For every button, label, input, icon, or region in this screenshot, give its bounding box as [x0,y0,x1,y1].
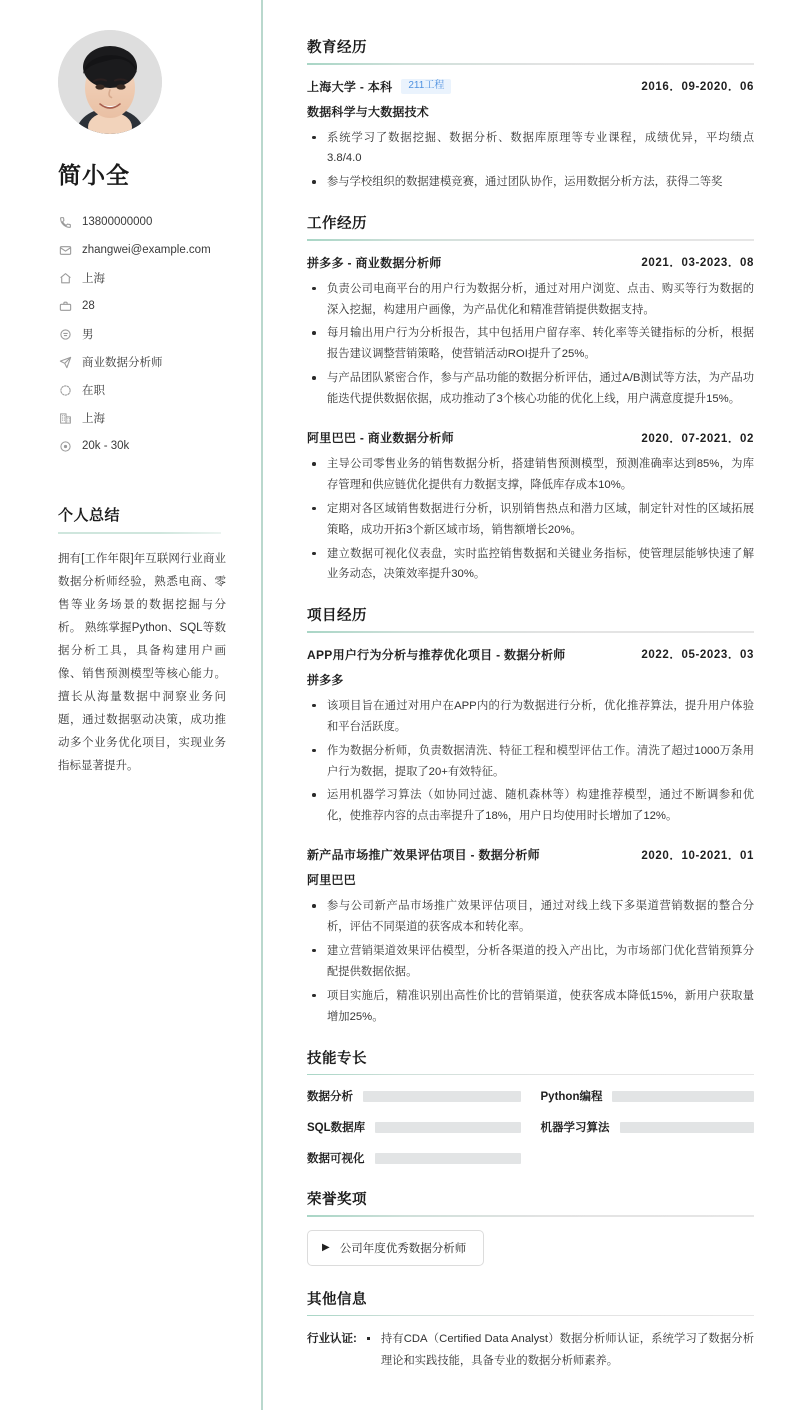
summary-section [58,504,229,778]
person-name: 简小全 [58,162,130,188]
project-bullets [307,696,754,827]
avatar [58,30,162,134]
contact-status-value: 在职 [82,385,105,397]
skill-progress-track [375,1153,521,1164]
education-divider [307,63,754,65]
education-date: 2016．09-2020．06 [641,81,754,93]
work-entry [307,254,754,410]
work-entry-header [307,429,754,446]
skill-label: 数据可视化 [307,1153,365,1166]
contact-position-value: 商业数据分析师 [82,357,163,369]
section-work [307,212,754,585]
play-icon: ▶ [322,1241,330,1253]
work-entry [307,429,754,585]
skills-heading: 技能专长 [307,1050,367,1067]
education-entry-left [307,78,451,95]
envelope-icon [58,243,73,258]
contact-phone-value: 13800000000 [82,216,153,228]
gender-icon [58,327,73,342]
refresh-icon [58,383,73,398]
honor-label: 公司年度优秀数据分析师 [339,1242,467,1255]
skill-row [307,1150,521,1166]
summary-heading: 个人总结 [58,507,121,524]
work-entry-header [307,254,754,271]
list-item: 负责公司电商平台的用户行为数据分析，通过对用户浏览、点击、购买等行为数据的深入挖掘，构建用户画像，为产品优化和精准营销提供数据支持。 [307,279,754,321]
skill-label: Python编程 [540,1091,603,1104]
project-title: 新产品市场推广效果评估项目 - 数据分析师 [307,848,540,863]
section-honors [307,1188,754,1266]
skill-progress-track [363,1091,521,1102]
list-item: 定期对各区域销售数据进行分析，识别销售热点和潜力区域，制定针对性的区域拓展策略，成功开拓3个新区域市场，销售额增长20%。 [307,499,754,541]
contact-position [58,348,229,376]
other-heading: 其他信息 [307,1291,367,1308]
home-icon [58,271,73,286]
other-divider [307,1315,754,1317]
skill-grid-spacer [541,1150,755,1166]
list-item: 建立营销渠道效果评估模型，分析各渠道的投入产出比，为市场部门优化营销预算分配提供数据依据。 [307,941,754,983]
education-entry [307,78,754,194]
list-item: 该项目旨在通过对用户在APP内的行为数据进行分析，优化推荐算法，提升用户体验和平台活跃度。 [307,696,754,738]
honors-divider [307,1215,754,1217]
skill-row [541,1119,755,1135]
contact-city-value: 上海 [82,413,105,425]
education-entry-header [307,78,754,95]
projects-heading: 项目经历 [307,608,367,625]
project-entry [307,646,754,827]
work-title: 阿里巴巴 - 商业数据分析师 [307,431,454,446]
education-heading: 教育经历 [307,40,367,56]
work-date: 2020．07-2021．02 [641,432,754,445]
project-entry-header [307,646,754,663]
work-divider [307,239,754,241]
skill-label: 数据分析 [307,1091,353,1104]
paper-plane-icon [58,355,73,370]
list-item: 运用机器学习算法（如协同过滤、随机森林等）构建推荐模型，通过不断调参和优化，使推荐内容的点击率提升了18%，用户日均使用时长增加了12%。 [307,785,754,827]
education-school: 上海大学 - 本科 [307,79,393,94]
contact-list [58,208,229,460]
list-item: 主导公司零售业务的销售数据分析，搭建销售预测模型，预测准确率达到85%，为库存管理和供应链优化提供有力数据支撑，降低库存成本10%。 [307,454,754,496]
list-item: 参与学校组织的数据建模竞赛，通过团队协作，运用数据分析方法，获得二等奖 [307,172,754,193]
project-date: 2020．10-2021．01 [641,849,754,862]
project-company: 拼多多 [307,672,344,687]
work-bullets [307,279,754,410]
honors-heading: 荣誉奖项 [307,1192,367,1209]
section-education [307,36,754,193]
skills-grid [307,1088,754,1166]
honors-list [307,1230,754,1266]
education-bullets [307,128,754,194]
contact-hometown-value: 上海 [82,273,105,285]
section-other [307,1288,754,1372]
projects-divider [307,631,754,633]
list-item: 参与公司新产品市场推广效果评估项目，通过对线上线下多渠道营销数据的整合分析，评估不同渠道的获客成本和转化率。 [307,896,754,938]
skill-progress-track [612,1091,754,1102]
contact-city [58,404,229,432]
building-icon [58,411,73,426]
phone-icon [58,215,73,230]
list-item: 作为数据分析师，负责数据清洗、特征工程和模型评估工作。清洗了超过1000万条用户行为数据，提取了20+有效特征。 [307,741,754,783]
contact-age [58,292,229,320]
work-date: 2021．03-2023．08 [641,257,754,270]
section-projects [307,604,754,1027]
project-entry [307,846,754,1027]
section-skills [307,1047,754,1167]
skill-label: 机器学习算法 [540,1122,610,1135]
skill-progress-track [375,1122,520,1133]
project-bullets [307,896,754,1027]
list-item: 与产品团队紧密合作，参与产品功能的数据分析评估，通过A/B测试等方法，为产品功能迭代提供数据依据，成功推动了3个核心功能的优化上线，用户满意度提升15%。 [307,368,754,410]
main-content [263,0,794,1410]
list-item: 系统学习了数据挖掘、数据分析、数据库原理等专业课程，成绩优异，平均绩点3.8/4.0 [307,128,754,170]
list-item: 持有CDA（Certified Data Analyst）数据分析师认证，系统学习了数据分析理论和实践技能，具备专业的数据分析师素养。 [361,1329,754,1372]
project-company: 阿里巴巴 [307,873,356,888]
contact-email[interactable] [58,236,229,264]
other-body [357,1329,754,1372]
contact-gender-value: 男 [82,329,94,341]
skill-row [307,1119,521,1135]
list-item: 建立数据可视化仪表盘，实时监控销售数据和关键业务指标，使管理层能够快速了解业务动态，决策效率提升30%。 [307,544,754,586]
list-item: 项目实施后，精准识别出高性价比的营销渠道，使获客成本降低15%，新用户获取量增加25%。 [307,986,754,1028]
contact-email-value: zhangwei@example.com [82,244,211,256]
project-entry-header [307,846,754,863]
education-major: 数据科学与大数据技术 [307,104,430,119]
skill-label: SQL数据库 [307,1122,366,1135]
other-key: 行业认证: [307,1333,357,1346]
contact-status [58,376,229,404]
contact-gender [58,320,229,348]
coin-icon [58,439,73,454]
honor-chip[interactable] [307,1230,484,1266]
contact-age-value: 28 [82,300,95,312]
skill-progress-track [620,1122,755,1133]
education-tag: 211工程 [401,79,451,94]
work-title: 拼多多 - 商业数据分析师 [307,255,442,270]
contact-hometown [58,264,229,292]
skills-divider [307,1074,754,1076]
project-title: APP用户行为分析与推荐优化项目 - 数据分析师 [307,647,566,662]
contact-salary-value: 20k - 30k [82,440,130,452]
avatar-photo [58,30,162,134]
other-row [307,1329,754,1372]
list-item: 每月输出用户行为分析报告，其中包括用户留存率、转化率等关键指标的分析，根据报告建议调整营销策略，使营销活动ROI提升了25%。 [307,323,754,365]
contact-phone[interactable] [58,208,229,236]
summary-divider [58,532,221,534]
work-bullets [307,454,754,585]
contact-salary [58,432,229,460]
work-heading: 工作经历 [307,216,367,233]
summary-text: 拥有[工作年限]年互联网行业商业数据分析师经验，熟悉电商、零售等业务场景的数据挖掘与分析。 熟练掌握Python、SQL等数据分析工具，具备构建用户画像、销售预测模型等核心能力。 擅长从海量数据中洞察业务问题，通过数据驱动决策，成功推动多个业务优化项目，实现业务指标显著提升。 [58,553,226,772]
project-date: 2022．05-2023．03 [641,649,754,662]
briefcase-icon [58,299,73,314]
skill-row [541,1088,755,1104]
sidebar [0,0,263,1410]
skill-row [307,1088,521,1104]
